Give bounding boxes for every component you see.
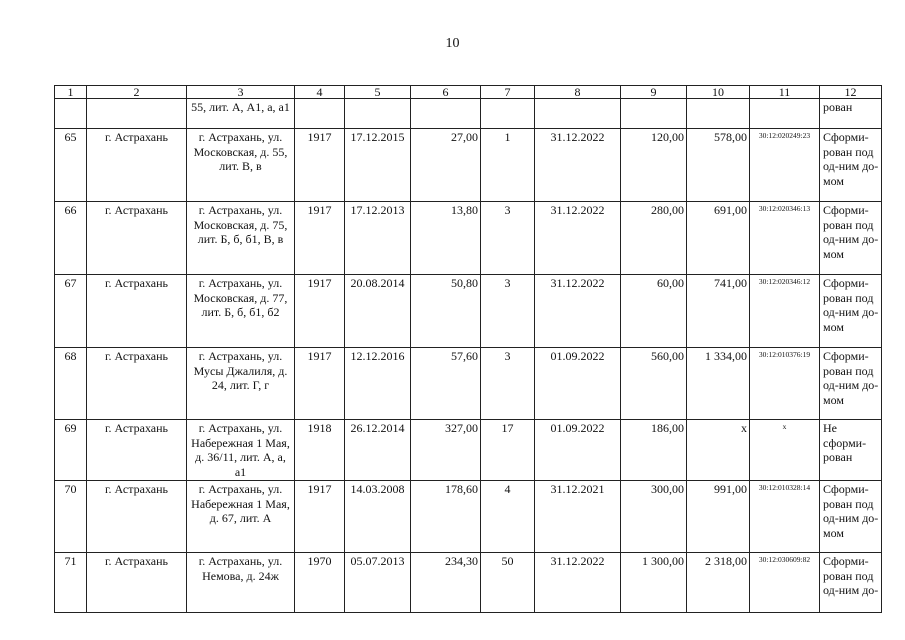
city-cell: г. Астрахань: [87, 348, 187, 420]
count-cell: 1: [481, 129, 535, 202]
cell: [411, 99, 481, 129]
city-cell: г. Астрахань: [87, 553, 187, 613]
count-cell: 3: [481, 275, 535, 348]
col-header: 3: [187, 86, 295, 99]
count-cell: 3: [481, 202, 535, 275]
address-cell: 55, лит. А, А1, а, а1: [187, 99, 295, 129]
col-header: 1: [55, 86, 87, 99]
deadline-cell: 31.12.2022: [535, 275, 621, 348]
row-number-cell: 65: [55, 129, 87, 202]
date-cell: 17.12.2013: [345, 202, 411, 275]
deadline-cell: 01.09.2022: [535, 420, 621, 481]
address-cell: г. Астрахань, ул. Немова, д. 24ж: [187, 553, 295, 613]
cell: [55, 99, 87, 129]
count-cell: 3: [481, 348, 535, 420]
deadline-cell: 01.09.2022: [535, 348, 621, 420]
row-number-cell: 67: [55, 275, 87, 348]
table-row: [55, 129, 882, 202]
year-cell: 1970: [295, 553, 345, 613]
col-header: 12: [820, 86, 882, 99]
year-cell: 1918: [295, 420, 345, 481]
cell: [295, 99, 345, 129]
status-cell: Сформи-рован под од-ним до-мом: [820, 202, 882, 275]
table-row: [55, 202, 882, 275]
cell: [750, 99, 820, 129]
col-header: 6: [411, 86, 481, 99]
amount-cell: 280,00: [621, 202, 687, 275]
cell: [345, 99, 411, 129]
cadastre-cell: 30:12:020346:12: [750, 275, 820, 348]
cell: [621, 99, 687, 129]
col-header: 8: [535, 86, 621, 99]
amount-cell: 186,00: [621, 420, 687, 481]
amount-cell: 691,00: [687, 202, 750, 275]
row-number-cell: 66: [55, 202, 87, 275]
amount-cell: 741,00: [687, 275, 750, 348]
date-cell: 17.12.2015: [345, 129, 411, 202]
count-cell: 17: [481, 420, 535, 481]
row-number-cell: 71: [55, 553, 87, 613]
amount-cell: 1 300,00: [621, 553, 687, 613]
property-table: [54, 85, 882, 613]
table-row: [55, 275, 882, 348]
deadline-cell: 31.12.2022: [535, 129, 621, 202]
year-cell: 1917: [295, 202, 345, 275]
amount-cell: х: [687, 420, 750, 481]
cadastre-cell: 30:12:010376:19: [750, 348, 820, 420]
area-cell: 13,80: [411, 202, 481, 275]
deadline-cell: 31.12.2022: [535, 202, 621, 275]
status-cell: Сформи-рован под од-ним до-мом: [820, 481, 882, 553]
col-header: 7: [481, 86, 535, 99]
continuation-row: [55, 99, 882, 129]
amount-cell: 120,00: [621, 129, 687, 202]
count-cell: 4: [481, 481, 535, 553]
cadastre-cell: 30:12:030609:82: [750, 553, 820, 613]
amount-cell: 1 334,00: [687, 348, 750, 420]
city-cell: г. Астрахань: [87, 202, 187, 275]
date-cell: 12.12.2016: [345, 348, 411, 420]
table-row: [55, 481, 882, 553]
city-cell: г. Астрахань: [87, 481, 187, 553]
col-header: 5: [345, 86, 411, 99]
row-number-cell: 70: [55, 481, 87, 553]
city-cell: г. Астрахань: [87, 420, 187, 481]
row-number-cell: 68: [55, 348, 87, 420]
cadastre-cell: х: [750, 420, 820, 481]
date-cell: 14.03.2008: [345, 481, 411, 553]
year-cell: 1917: [295, 348, 345, 420]
cadastre-cell: 30:12:020346:13: [750, 202, 820, 275]
page-number: 10: [445, 36, 460, 51]
deadline-cell: 31.12.2022: [535, 553, 621, 613]
deadline-cell: 31.12.2021: [535, 481, 621, 553]
cell: [481, 99, 535, 129]
year-cell: 1917: [295, 481, 345, 553]
address-cell: г. Астрахань, ул. Набережная 1 Мая, д. 67, лит. А: [187, 481, 295, 553]
year-cell: 1917: [295, 129, 345, 202]
table-row: [55, 420, 882, 481]
cell: [87, 99, 187, 129]
area-cell: 27,00: [411, 129, 481, 202]
address-cell: г. Астрахань, ул. Московская, д. 77, лит. Б, б, б1, б2: [187, 275, 295, 348]
col-header: 4: [295, 86, 345, 99]
status-cell: Сформи-рован под од-ним до-мом: [820, 129, 882, 202]
area-cell: 327,00: [411, 420, 481, 481]
col-header: 11: [750, 86, 820, 99]
date-cell: 05.07.2013: [345, 553, 411, 613]
area-cell: 57,60: [411, 348, 481, 420]
date-cell: 26.12.2014: [345, 420, 411, 481]
status-cell: Сформи-рован под од-ним до-мом: [820, 275, 882, 348]
area-cell: 234,30: [411, 553, 481, 613]
cadastre-cell: 30:12:020249:23: [750, 129, 820, 202]
city-cell: г. Астрахань: [87, 129, 187, 202]
address-cell: г. Астрахань, ул. Московская, д. 75, лит. Б, б, б1, В, в: [187, 202, 295, 275]
table-row: [55, 348, 882, 420]
header-row: [55, 86, 882, 99]
address-cell: г. Астрахань, ул. Московская, д. 55, лит. В, в: [187, 129, 295, 202]
cell: [535, 99, 621, 129]
amount-cell: 60,00: [621, 275, 687, 348]
amount-cell: 2 318,00: [687, 553, 750, 613]
status-cell: Сформи-рован под од-ним до-: [820, 553, 882, 613]
address-cell: г. Астрахань, ул. Набережная 1 Мая, д. 36/11, лит. А, а, а1: [187, 420, 295, 481]
status-cell: рован: [820, 99, 882, 129]
amount-cell: 300,00: [621, 481, 687, 553]
cadastre-cell: 30:12:010328:14: [750, 481, 820, 553]
status-cell: Сформи-рован под од-ним до-мом: [820, 348, 882, 420]
date-cell: 20.08.2014: [345, 275, 411, 348]
table-row: [55, 553, 882, 613]
area-cell: 178,60: [411, 481, 481, 553]
amount-cell: 560,00: [621, 348, 687, 420]
amount-cell: 991,00: [687, 481, 750, 553]
col-header: 10: [687, 86, 750, 99]
address-cell: г. Астрахань, ул. Мусы Джалиля, д. 24, лит. Г, г: [187, 348, 295, 420]
col-header: 9: [621, 86, 687, 99]
col-header: 2: [87, 86, 187, 99]
cell: [687, 99, 750, 129]
city-cell: г. Астрахань: [87, 275, 187, 348]
count-cell: 50: [481, 553, 535, 613]
amount-cell: 578,00: [687, 129, 750, 202]
row-number-cell: 69: [55, 420, 87, 481]
area-cell: 50,80: [411, 275, 481, 348]
status-cell: Не сформи-рован: [820, 420, 882, 481]
year-cell: 1917: [295, 275, 345, 348]
